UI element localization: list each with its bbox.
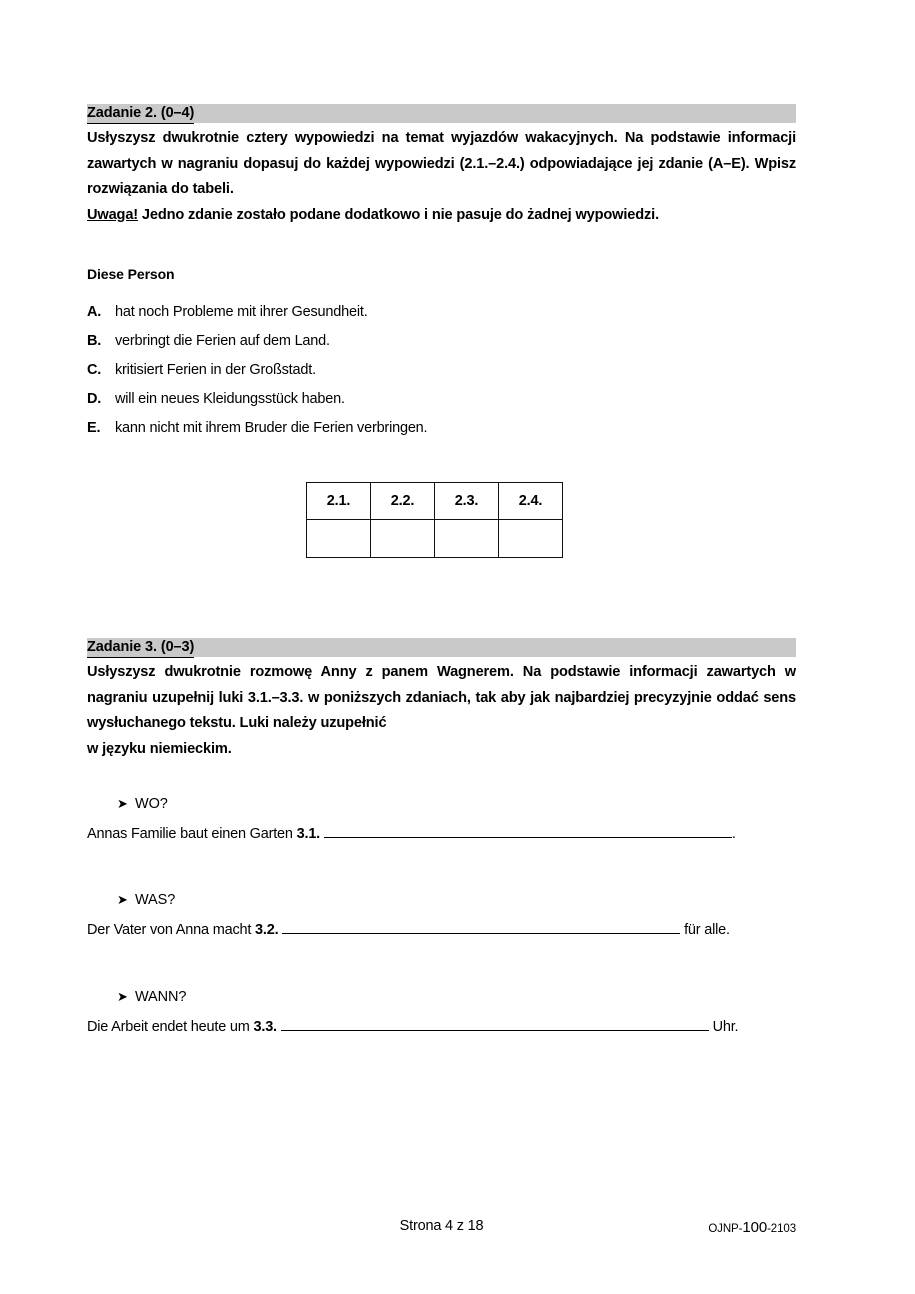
task-2-note-label: Uwaga! (87, 206, 138, 223)
gap-3-bullet-label: WANN? (135, 989, 187, 1005)
arrowhead-bullet-icon: ➤ (117, 892, 128, 907)
option-row-a (87, 298, 796, 327)
table-header-cell-2-2: 2.2. (371, 483, 435, 520)
task-2-instruction (87, 126, 796, 228)
gap-2-text-before: Der Vater von Anna macht (87, 922, 256, 938)
gap-1-bullet-line (87, 793, 796, 815)
option-letter-c: C. (87, 362, 102, 379)
option-text-a: hat noch Probleme mit ihrer Gesundheit. (115, 304, 368, 321)
table-header-cell-2-1: 2.1. (307, 483, 371, 520)
gap-1-bullet-label: WO? (135, 796, 168, 812)
option-letter-e: E. (87, 420, 101, 437)
gap-3-text-after: Uhr. (708, 1019, 739, 1035)
gap-3-number: 3.3. (253, 1019, 277, 1035)
option-row-c (87, 356, 796, 385)
gap-item-3 (87, 986, 796, 1038)
answer-options-list (87, 298, 796, 443)
task-2-header-label: Zadanie 2. (0–4) (87, 104, 194, 124)
gap-2-text-after: für alle. (680, 922, 730, 938)
option-row-b (87, 327, 796, 356)
table-answer-row (307, 520, 563, 558)
option-row-e (87, 414, 796, 443)
gap-2-answer-line[interactable] (282, 920, 680, 934)
option-letter-d: D. (87, 391, 102, 408)
answer-cell-2-2[interactable] (371, 520, 435, 558)
answer-cell-2-4[interactable] (499, 520, 563, 558)
option-text-b: verbringt die Ferien auf dem Land. (115, 333, 330, 350)
task-2-instruction-line-3: odpowiadające jej zdanie (A–E). Wpisz rozwiązania do tabeli. (87, 155, 796, 198)
answer-table (306, 482, 563, 558)
gap-item-2 (87, 889, 796, 941)
gap-3-text-before: Die Arbeit endet heute um (87, 1019, 254, 1035)
task-3-header-bar (87, 638, 796, 657)
answer-cell-2-1[interactable] (307, 520, 371, 558)
gap-2-sentence (87, 919, 796, 941)
option-letter-a: A. (87, 304, 102, 321)
task-3-instruction-line-2: zawartych w nagraniu uzupełnij luki 3.1.–3.3. w poniższych zdaniach, tak aby jak (87, 664, 797, 706)
task-2-instruction-line-1: Usłyszysz dwukrotnie cztery wypowiedzi na temat wyjazdów wakacyjnych. Na (87, 130, 644, 146)
gap-2-bullet-line (87, 889, 796, 911)
gap-3-bullet-line (87, 986, 796, 1008)
task-2-note-text: Jedno zdanie zostało podane dodatkowo i nie pasuje do żadnej wypowiedzi. (138, 206, 659, 223)
document-code (708, 1219, 796, 1236)
answer-table-wrapper (306, 482, 563, 558)
gap-2-bullet-label: WAS? (135, 892, 176, 908)
option-text-e: kann nicht mit ihrem Bruder die Ferien verbringen. (115, 420, 428, 437)
document-code-prefix: OJNP- (708, 1223, 743, 1235)
gap-1-text-before: Annas Familie baut einen Garten (87, 826, 297, 842)
task-3-instruction (87, 660, 796, 762)
option-text-c: kritisiert Ferien in der Großstadt. (115, 362, 316, 379)
answer-cell-2-3[interactable] (435, 520, 499, 558)
arrowhead-bullet-icon: ➤ (117, 796, 128, 811)
task-2-header-bar (87, 104, 796, 123)
task-3-header-label: Zadanie 3. (0–3) (87, 638, 194, 658)
page-number-label: Strona 4 z 18 (399, 1218, 484, 1234)
gap-2-number: 3.2. (255, 922, 279, 938)
option-letter-b: B. (87, 333, 102, 350)
page-footer (87, 1218, 796, 1240)
task-3-section (87, 638, 796, 762)
gap-3-sentence (87, 1016, 796, 1038)
table-header-row (307, 483, 563, 520)
arrowhead-bullet-icon: ➤ (117, 989, 128, 1004)
gap-1-answer-line[interactable] (324, 824, 732, 838)
task-3-instruction-line-4: w języku niemieckim. (87, 740, 232, 757)
task-2-instruction-line-2: podstawie informacji zawartych w nagraniu dopasuj do każdej wypowiedzi (2.1.–2.4.) (87, 130, 796, 172)
table-header-cell-2-3: 2.3. (435, 483, 499, 520)
option-text-d: will ein neues Kleidungsstück haben. (115, 391, 345, 408)
document-code-main: 100 (742, 1219, 768, 1236)
gap-1-text-after: . (731, 826, 736, 842)
diese-person-subheading: Diese Person (87, 266, 175, 283)
task-3-instruction-line-3: najbardziej precyzyjnie oddać sens wysłuchanego tekstu. Luki należy uzupełnić (87, 689, 796, 732)
option-row-d (87, 385, 796, 414)
task-3-instruction-line-1: Usłyszysz dwukrotnie rozmowę Anny z panem Wagnerem. Na podstawie informacji (87, 664, 698, 680)
gap-3-answer-line[interactable] (281, 1017, 709, 1031)
gap-1-number: 3.1. (296, 826, 321, 842)
gap-1-sentence (87, 823, 796, 845)
gap-item-1 (87, 793, 796, 845)
document-code-suffix: -2103 (767, 1223, 796, 1235)
table-header-cell-2-4: 2.4. (499, 483, 563, 520)
task-2-section (87, 104, 796, 443)
